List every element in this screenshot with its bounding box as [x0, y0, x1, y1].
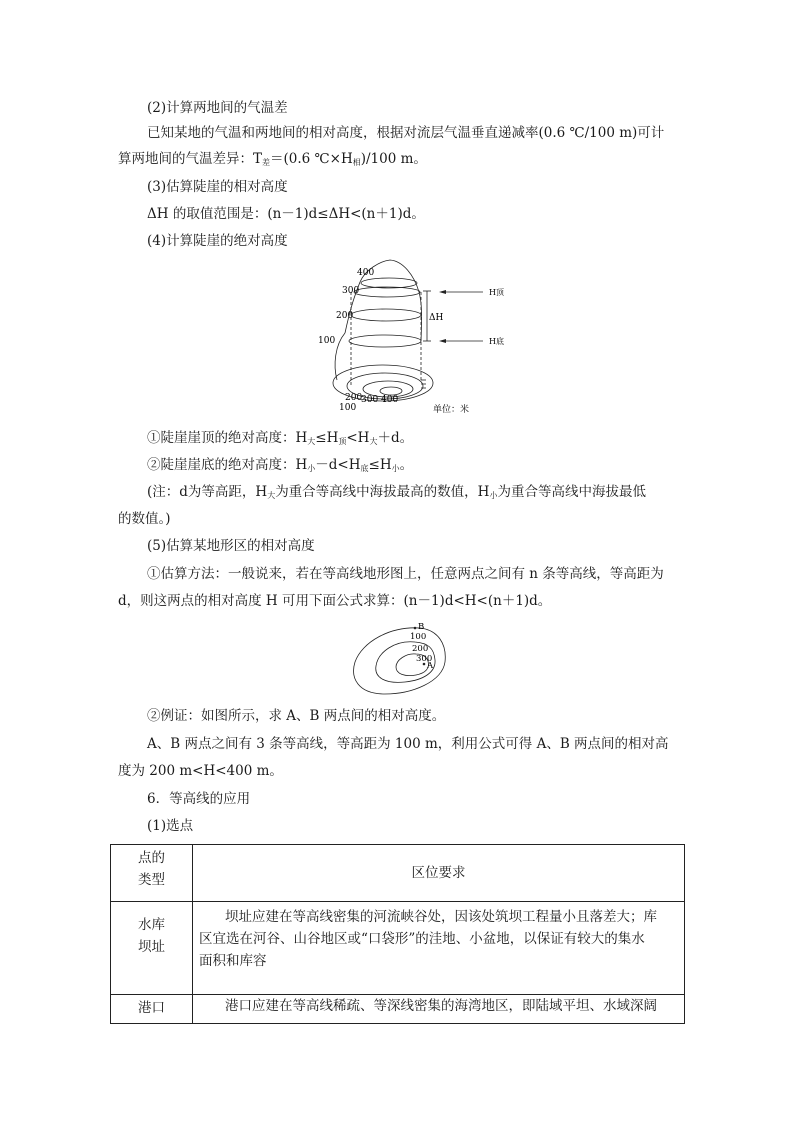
cliff-top-formula: ①陡崖崖顶的绝对高度：$H_大\le H_顶<H_大+d$。 [147, 430, 414, 446]
section-6-1-title: (1)选点 [147, 818, 194, 834]
section-2-title: (2)计算两地间的气温差 [147, 100, 288, 116]
example-paragraph-line-2: 度为 200 m<H<400 m。 [118, 763, 283, 779]
cliff-bottom-formula: ②陡崖崖底的绝对高度：$H_小-d<H_底\le H_小$。 [147, 457, 414, 473]
h-bottom-label: H底 [489, 337, 504, 346]
h-top-label: H顶 [489, 288, 504, 297]
cliff-contour-lines [333, 260, 483, 401]
unit-label: 单位：米 [433, 405, 470, 415]
section-6-title: 6．等高线的应用 [147, 791, 251, 807]
contour-bottom-label-300: 300 [361, 395, 379, 405]
row-type-cell-reservoir [111, 902, 193, 995]
contour-label-200: 200 [336, 311, 354, 321]
requirement-line: 面积和库容 [199, 953, 267, 969]
section-2-paragraph-line-2: 算两地间的气温差异：$T_差=(0.6$ $℃\times H_相)/100$ m。 [118, 151, 427, 167]
table-row [111, 995, 685, 1024]
section-3-title: (3)估算陡崖的相对高度 [147, 179, 288, 195]
note-line-2: 的数值。) [118, 511, 171, 527]
section-3-formula: ΔH 的取值范围是：(n－1)d≤ΔH<(n＋1)d。 [147, 206, 425, 222]
point-a-label: A [427, 661, 434, 671]
section-5-paragraph-line-2: d，则这两点的相对高度 H 可用下面公式求算：(n－1)d<H<(n＋1)d。 [118, 593, 552, 609]
contour-ab-label-300: 300 [416, 654, 433, 664]
note-line-1: (注：d为等高距，$H_大$为重合等高线中海拔最高的数值，$H_小$为重合等高线中海拔最低 [147, 484, 646, 500]
row-requirement-cell-port [193, 995, 685, 1024]
requirement-line: 港口应建在等高线稀疏、等深线密集的海湾地区，即陆域平坦、水域深阔 [225, 998, 657, 1014]
cliff-contour-figure [315, 255, 510, 420]
header-type-cell [111, 845, 193, 902]
section-5-title: (5)估算某地形区的相对高度 [147, 538, 315, 554]
site-selection-table [110, 844, 685, 1024]
example-paragraph-line-1: A、B 两点之间有 3 条等高线，等高距为 100 m，利用公式可得 A、B 两点间的相对高 [147, 736, 669, 752]
contour-bottom-label-200: 200 [345, 393, 363, 403]
table-header-row [111, 845, 685, 902]
example-title: ②例证：如图所示，求 A、B 两点间的相对高度。 [147, 708, 446, 724]
contour-ab-label-200: 200 [412, 644, 429, 654]
table-row [111, 902, 685, 995]
contour-ab-figure [350, 620, 450, 698]
row-type-cell-port: 港口 [111, 995, 193, 1024]
row-requirement-cell-reservoir [193, 902, 685, 995]
section-4-title: (4)计算陡崖的绝对高度 [147, 233, 288, 249]
contour-bottom-label-400: 400 [381, 395, 399, 405]
arrow-bottom-icon [439, 339, 446, 343]
contour-ab-label-100: 100 [410, 632, 427, 642]
arrow-top-icon [439, 290, 446, 294]
point-b-label: B [418, 622, 425, 632]
contour-label-400: 400 [357, 268, 375, 278]
requirement-line: 坝址应建在等高线密集的河流峡谷处，因该处筑坝工程量小且落差大；库 [225, 909, 657, 925]
delta-h-label: ΔH [429, 313, 444, 323]
section-2-paragraph-line-1: 已知某地的气温和两地间的相对高度，根据对流层气温垂直递减率(0.6 ℃/100 m)可计 [147, 125, 665, 141]
contour-label-100: 100 [318, 336, 336, 346]
requirement-line: 区宜选在河谷、山谷地区或“口袋形”的洼地、小盆地，以保证有较大的集水 [199, 931, 645, 947]
row-type-line-2: 坝址 [138, 939, 165, 955]
header-type-line-2: 类型 [138, 872, 165, 888]
header-requirement-cell: 区位要求 [193, 845, 685, 902]
point-b-marker [414, 627, 417, 630]
section-5-paragraph-line-1: ①估算方法：一般说来，若在等高线地形图上，任意两点之间有 n 条等高线，等高距为 [147, 566, 664, 582]
header-type-line-1: 点的 [138, 850, 165, 866]
row-type-line-1: 水库 [138, 917, 165, 933]
contour-bottom-label-100: 100 [339, 403, 357, 413]
contour-label-300: 300 [342, 286, 360, 296]
